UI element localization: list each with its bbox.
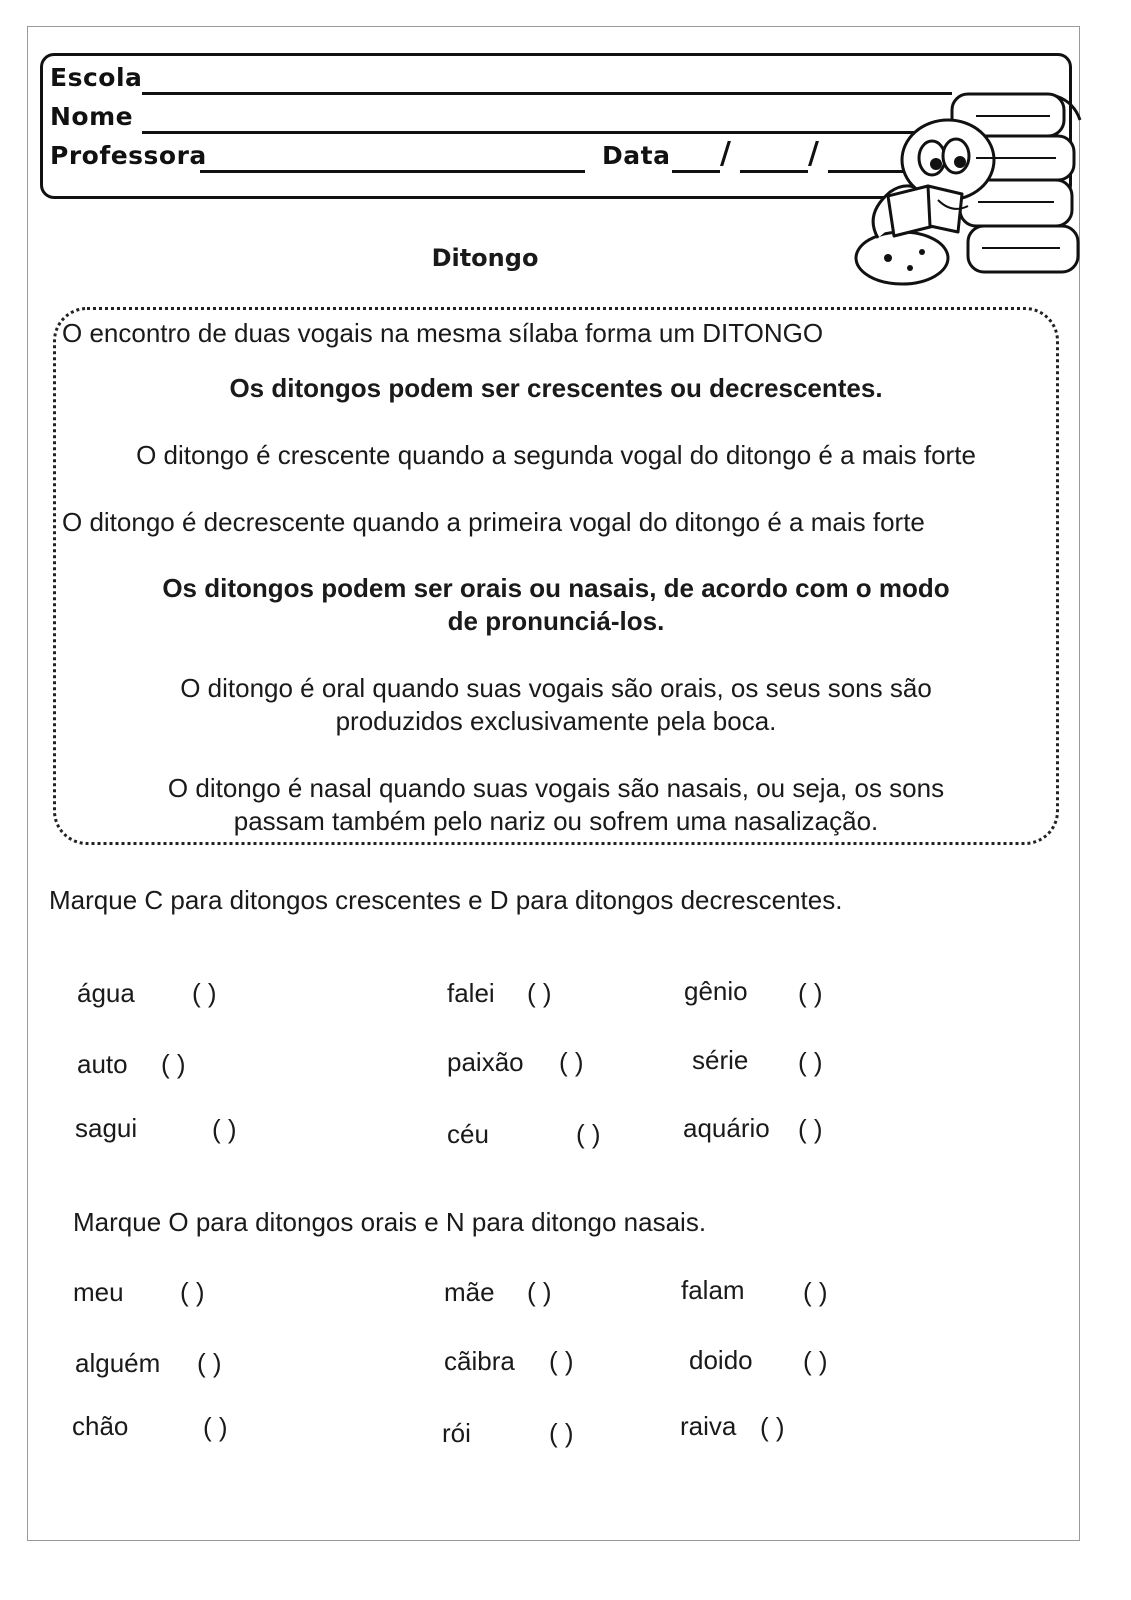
school-line[interactable] bbox=[142, 92, 952, 95]
exercise1-word: gênio bbox=[684, 976, 748, 1006]
exercise1-word: paixão bbox=[447, 1047, 524, 1077]
exercise2-word: cãibra bbox=[444, 1346, 515, 1376]
date-month-line[interactable] bbox=[740, 170, 808, 173]
exercise2-word: rói bbox=[442, 1418, 471, 1448]
school-label: Escola bbox=[50, 63, 143, 92]
exercise2-answer-blank[interactable]: ( ) bbox=[803, 1277, 828, 1307]
exercise2-answer-blank[interactable]: ( ) bbox=[760, 1412, 785, 1442]
exercise2-word: doido bbox=[689, 1345, 753, 1375]
exercise2-word: falam bbox=[681, 1275, 745, 1305]
exercise2-answer-blank[interactable]: ( ) bbox=[203, 1412, 228, 1442]
name-label: Nome bbox=[50, 102, 134, 131]
info-line-intro: O encontro de duas vogais na mesma sílaba forma um DITONGO bbox=[62, 318, 824, 348]
exercise1-word: sagui bbox=[75, 1113, 138, 1143]
exercise1-answer-blank[interactable]: ( ) bbox=[576, 1119, 601, 1149]
exercise2-word: raiva bbox=[680, 1411, 737, 1441]
date-day-line[interactable] bbox=[672, 170, 720, 173]
exercise2-answer-blank[interactable]: ( ) bbox=[197, 1348, 222, 1378]
exercise2-answer-blank[interactable]: ( ) bbox=[803, 1346, 828, 1376]
info-line-nasal-1: O ditongo é nasal quando suas vogais são nasais, ou seja, os sons bbox=[167, 773, 945, 803]
exercise2-answer-blank[interactable]: ( ) bbox=[527, 1277, 552, 1307]
exercise1-answer-blank[interactable]: ( ) bbox=[212, 1114, 237, 1144]
exercise1-word: auto bbox=[77, 1049, 128, 1079]
page-title: Ditongo bbox=[431, 244, 539, 272]
exercise2-word: chão bbox=[72, 1411, 129, 1441]
exercise1-word: céu bbox=[447, 1119, 489, 1149]
info-line-oral-1: O ditongo é oral quando suas vogais são orais, os seus sons são bbox=[180, 673, 932, 703]
exercise1-answer-blank[interactable]: ( ) bbox=[161, 1049, 186, 1079]
date-separator: / bbox=[720, 136, 731, 171]
exercise2-answer-blank[interactable]: ( ) bbox=[549, 1346, 574, 1376]
exercise2-instruction: Marque O para ditongos orais e N para ditongo nasais. bbox=[73, 1207, 707, 1237]
exercise1-answer-blank[interactable]: ( ) bbox=[798, 978, 823, 1008]
info-line-decrescente: O ditongo é decrescente quando a primeira vogal do ditongo é a mais forte bbox=[62, 507, 925, 537]
exercise2-answer-blank[interactable]: ( ) bbox=[180, 1277, 205, 1307]
exercise1-answer-blank[interactable]: ( ) bbox=[798, 1047, 823, 1077]
exercise1-word: falei bbox=[447, 978, 495, 1008]
exercise2-word: mãe bbox=[444, 1277, 495, 1307]
exercise1-answer-blank[interactable]: ( ) bbox=[559, 1047, 584, 1077]
info-line-oral-2: produzidos exclusivamente pela boca. bbox=[335, 706, 777, 736]
info-line-crescente: O ditongo é crescente quando a segunda vogal do ditongo é a mais forte bbox=[136, 440, 976, 470]
exercise1-answer-blank[interactable]: ( ) bbox=[798, 1114, 823, 1144]
date-label: Data bbox=[602, 141, 671, 170]
name-line[interactable] bbox=[142, 131, 942, 134]
teacher-line[interactable] bbox=[200, 170, 585, 173]
info-line-types: Os ditongos podem ser crescentes ou decrescentes. bbox=[229, 373, 883, 403]
exercise2-word: meu bbox=[73, 1277, 124, 1307]
exercise1-answer-blank[interactable]: ( ) bbox=[192, 978, 217, 1008]
exercise1-answer-blank[interactable]: ( ) bbox=[527, 978, 552, 1008]
exercise1-word: água bbox=[77, 978, 135, 1008]
exercise1-word: série bbox=[692, 1045, 749, 1075]
teacher-label: Professora bbox=[50, 141, 207, 170]
info-line-oral-nasal-1: Os ditongos podem ser orais ou nasais, de acordo com o modo bbox=[162, 573, 950, 603]
date-separator: / bbox=[808, 136, 819, 171]
exercise2-answer-blank[interactable]: ( ) bbox=[549, 1418, 574, 1448]
info-line-oral-nasal-2: de pronunciá-los. bbox=[447, 606, 665, 636]
exercise2-word: alguém bbox=[75, 1348, 161, 1378]
info-line-nasal-2: passam também pelo nariz ou sofrem uma nasalização. bbox=[233, 806, 879, 836]
exercise1-word: aquário bbox=[683, 1113, 770, 1143]
exercise1-instruction: Marque C para ditongos crescentes e D para ditongos decrescentes. bbox=[49, 885, 843, 915]
